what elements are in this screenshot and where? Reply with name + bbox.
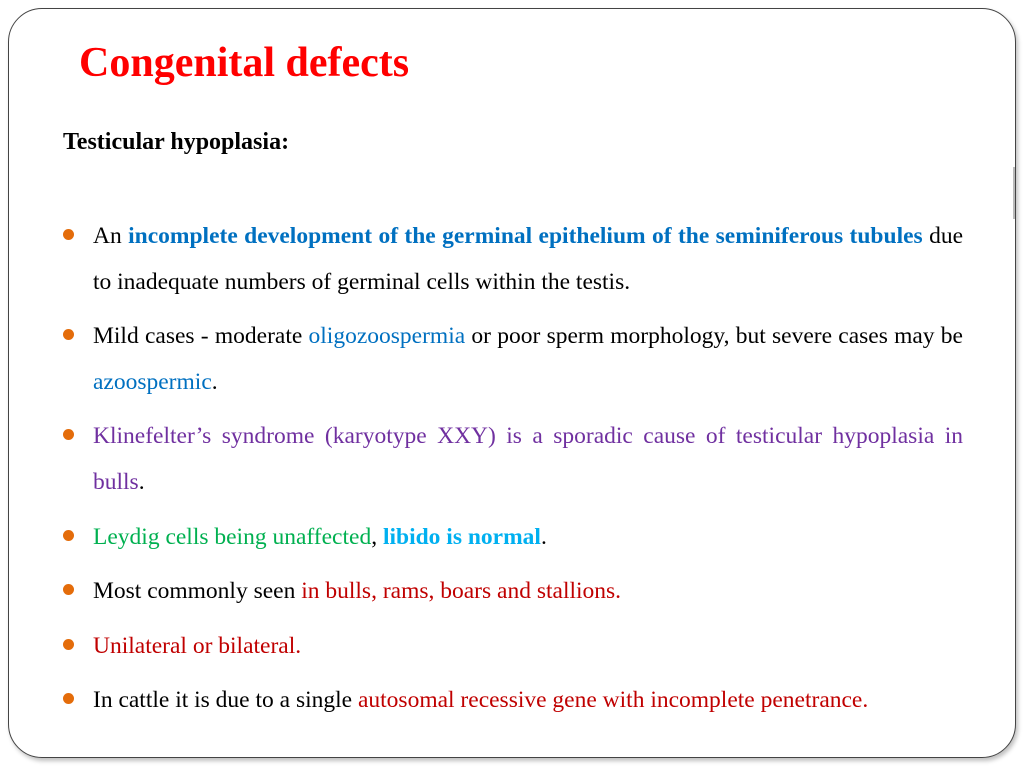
bullet-icon (63, 429, 74, 440)
bullet-text-plain: . (138, 469, 145, 495)
slide-title: Congenital defects (79, 40, 410, 86)
slide (8, 8, 1016, 758)
bullet-icon (63, 530, 74, 541)
bullet-text-plain: In cattle it is due to a single (93, 687, 358, 713)
section-heading: Testicular hypoplasia: (63, 129, 290, 155)
bullet-text-highlight: azoospermic (93, 369, 212, 395)
bullet-text-plain: Mild cases - moderate (93, 323, 309, 349)
bullet-text-plain: or poor sperm morphology, but severe cases may be (465, 323, 963, 349)
bullet-text (93, 413, 963, 505)
bullet-text-plain: due to inadequate numbers of germinal cells within the testis. (93, 223, 963, 295)
bullet-item (63, 413, 963, 505)
bullet-text-plain: . (211, 369, 218, 395)
bullet-text-plain: An (93, 223, 129, 249)
bullet-item (63, 677, 963, 723)
bullet-text (93, 213, 963, 305)
bullet-icon (63, 639, 74, 650)
bullet-text-highlight: Leydig cells being unaffected (93, 524, 372, 550)
bullet-text-highlight: Klinefelter’s syndrome (karyotype XXY) is a sporadic cause of testicular hypoplasia in bulls (93, 423, 963, 495)
bullet-text-highlight: incomplete development of the germinal epithelium of the seminiferous tubules (128, 223, 923, 249)
bullet-text (93, 514, 963, 560)
bullet-item (63, 623, 963, 669)
bullet-text (93, 677, 963, 723)
bullet-text-highlight: Unilateral or bilateral. (93, 633, 302, 659)
bullet-item (63, 313, 963, 405)
bullet-icon (63, 329, 74, 340)
bullet-text-highlight: autosomal recessive gene with incomplete penetrance. (357, 687, 869, 713)
bullet-text-plain: Most commonly seen (93, 578, 302, 604)
bullet-text-plain: , (371, 524, 383, 550)
bullet-icon (63, 584, 74, 595)
slide-edge-mark (1013, 167, 1015, 219)
bullet-text-highlight: libido is normal (382, 524, 541, 550)
bullet-text-highlight: in bulls, rams, boars and stallions. (301, 578, 622, 604)
bullet-text (93, 313, 963, 405)
bullet-text-highlight: oligozoospermia (308, 323, 466, 349)
bullet-item (63, 514, 963, 560)
bullet-item (63, 568, 963, 614)
bullet-text (93, 568, 963, 614)
bullet-icon (63, 229, 74, 240)
bullet-text (93, 623, 963, 669)
bullet-icon (63, 693, 74, 704)
bullet-item (63, 213, 963, 305)
bullet-text-plain: . (540, 524, 547, 550)
